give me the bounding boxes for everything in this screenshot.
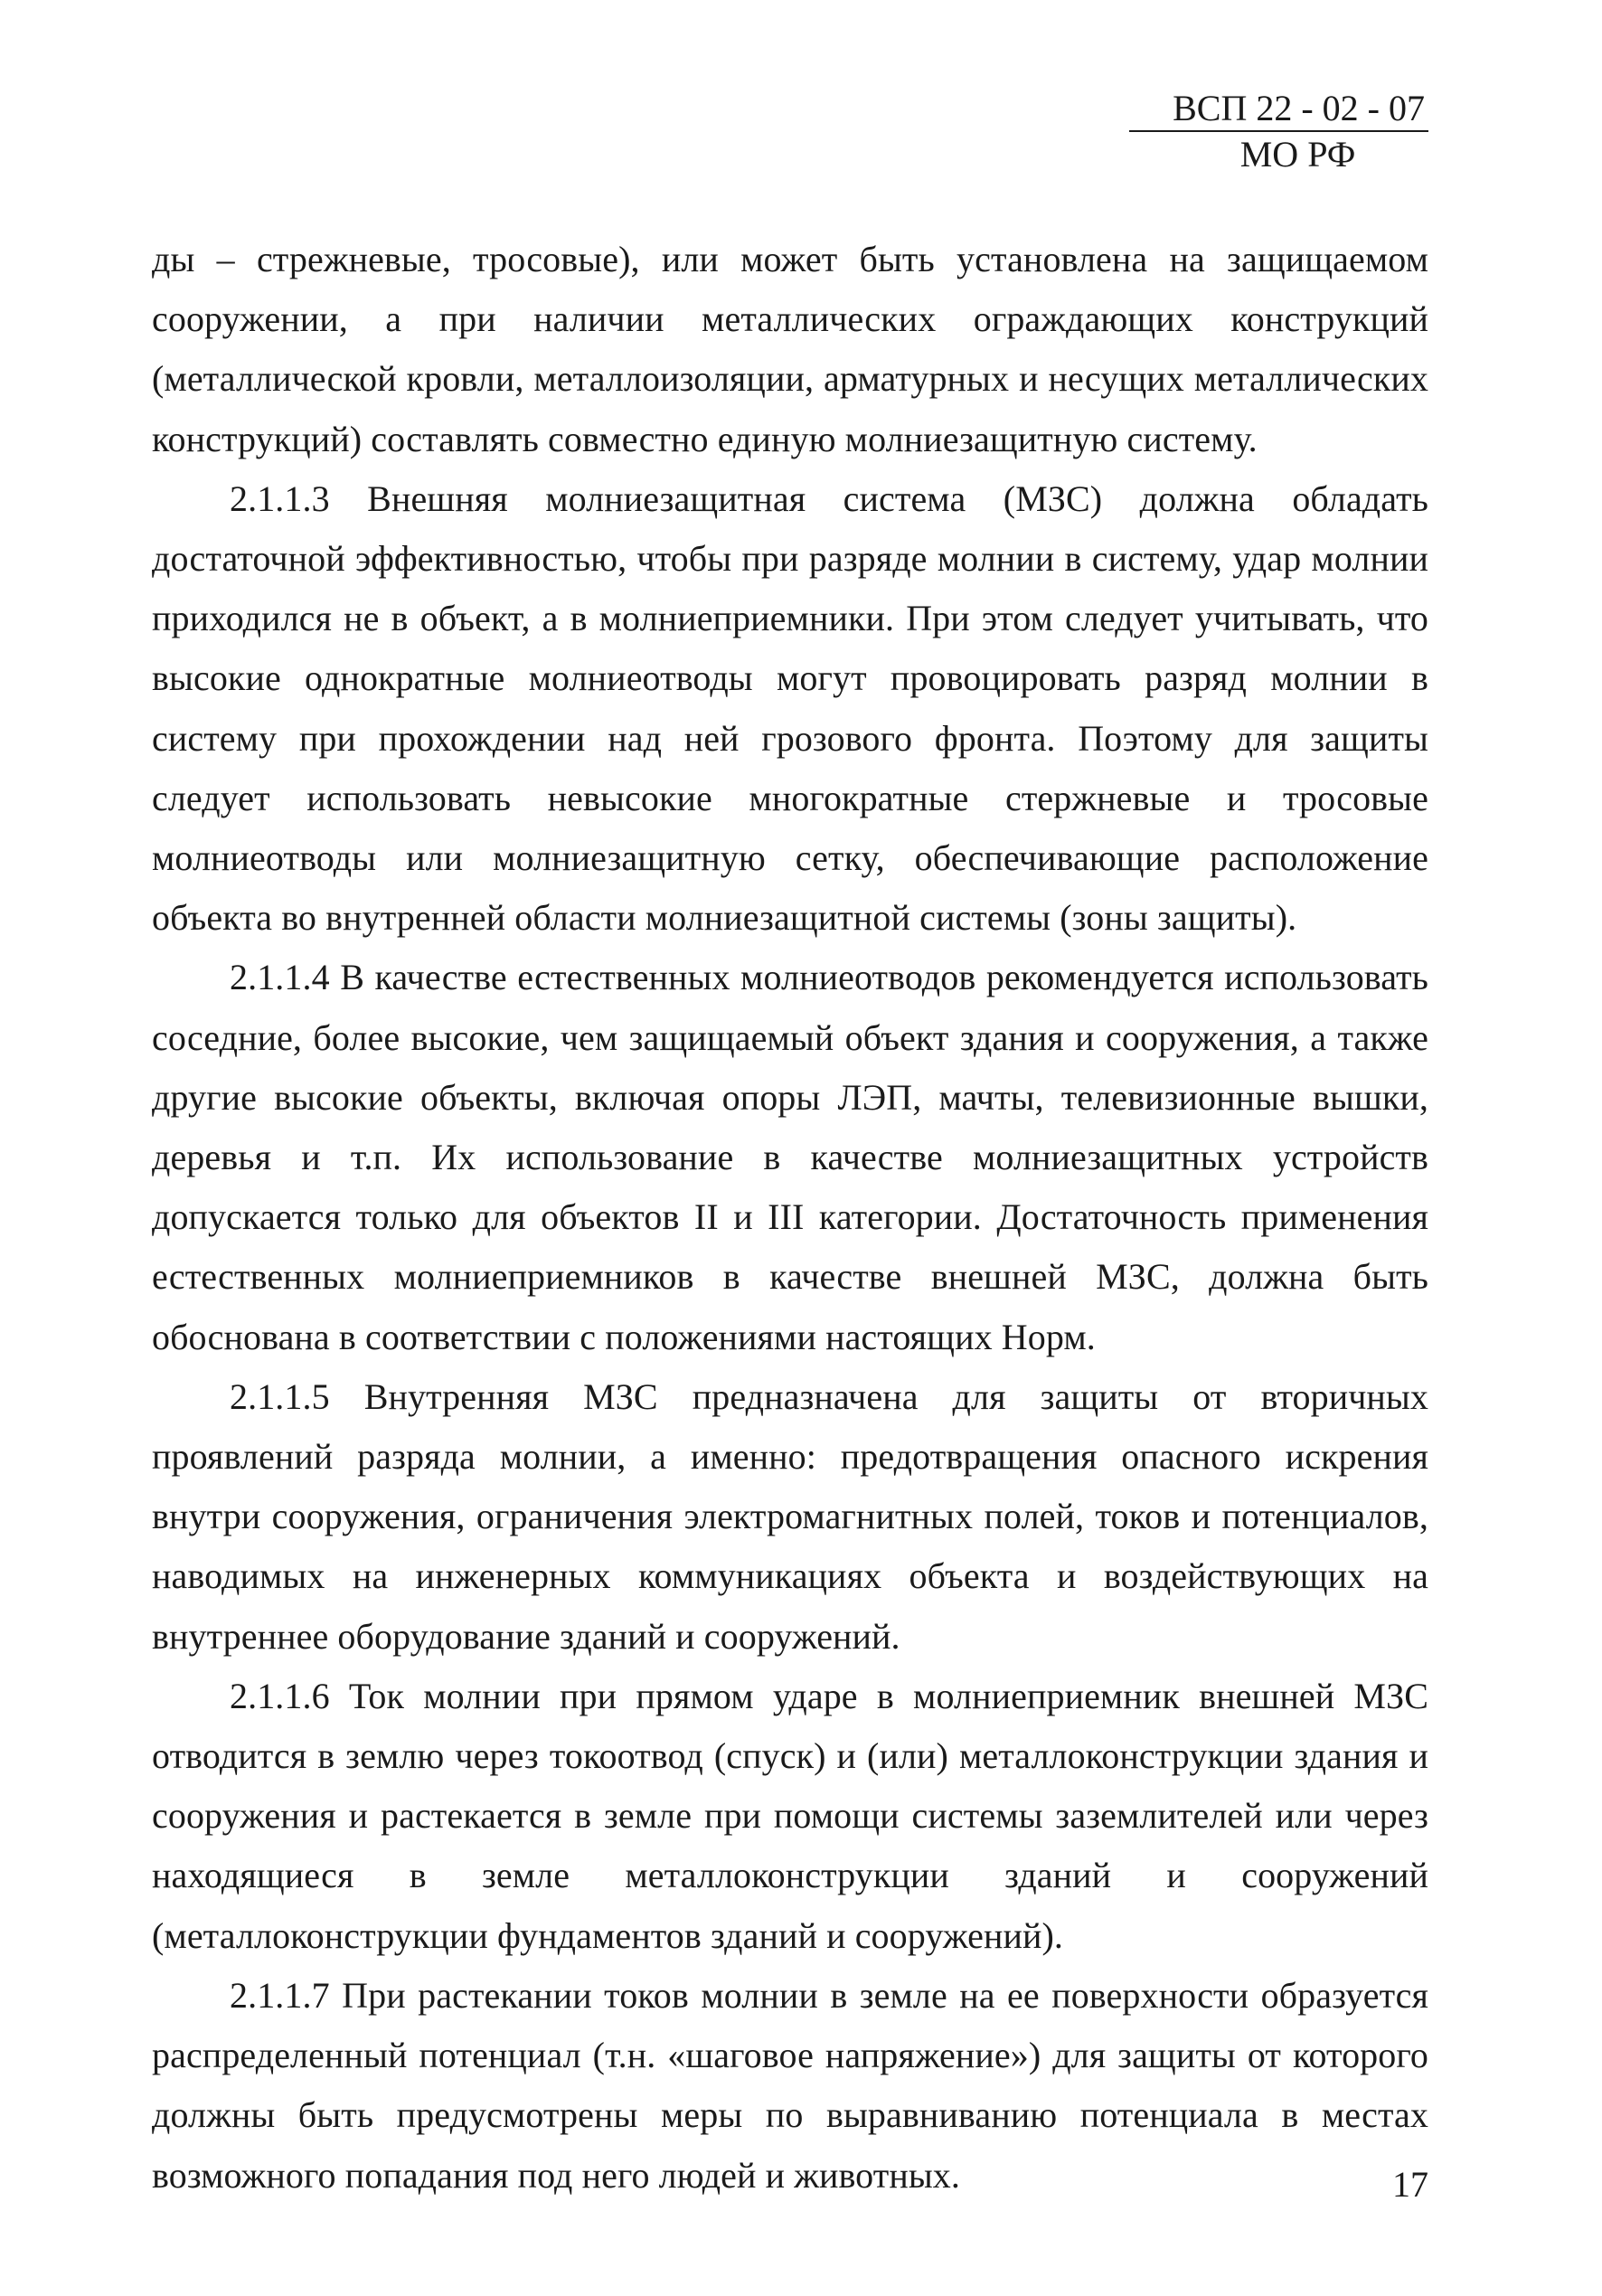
paragraph-2-1-1-7: 2.1.1.7 При растекании токов молнии в земле на ее поверхности образуется распределенный потенциал (т.н. «шаговое напряжение») для защиты от которого должны быть предусмотрены меры по выравниванию потенциала в местах возможного попадания под него людей и животных.: [152, 1974, 1428, 2196]
paragraph-2-1-1-4: 2.1.1.4 В качестве естественных молниеотводов рекомендуется использовать соседние, более высокие, чем защищаемый объект здания и сооружения, а также другие высокие объекты, включая опоры ЛЭП, мачты, телевизионные вышки, деревья и т.п. Их использование в качестве молниезащитных устройств допускается только для объектов II и III категории. Достаточность применения естественных молниеприемников в качестве внешней МЗС, должна быть обоснована в соответствии с положениями настоящих Норм.: [152, 957, 1428, 1357]
page-number: 17: [1392, 2164, 1428, 2205]
page-body: [152, 230, 1428, 2206]
document-code: ВСП 22 - 02 - 07: [1129, 87, 1428, 132]
page-header: [1129, 87, 1428, 177]
paragraph-2-1-1-3: 2.1.1.3 Внешняя молниезащитная система (МЗС) должна обладать достаточной эффективностью, чтобы при разряде молнии в систему, удар молнии приходился не в объект, а в молниеприемники. При этом следует учитывать, что высокие однократные молниеотводы могут провоцировать разряд молнии в систему при прохождении над ней грозового фронта. Поэтому для защиты следует использовать невысокие многократные стержневые и тросовые молниеотводы или молниезащитную сетку, обеспечивающие расположение объекта во внутренней области молниезащитной системы (зоны защиты).: [152, 477, 1428, 939]
paragraph-2-1-1-5: 2.1.1.5 Внутренняя МЗС предназначена для защиты от вторичных проявлений разряда молнии, а именно: предотвращения опасного искрения внутри сооружения, ограничения электромагнитных полей, токов и потенциалов, наводимых на инженерных коммуникациях объекта и воздействующих на внутреннее оборудование зданий и сооружений.: [152, 1375, 1428, 1657]
paragraph-continuation: ды – стрежневые, тросовые), или может быть установлена на защищаемом сооружении, а при наличии металлических ограждающих конструкций (металлической кровли, металлоизоляции, арматурных и несущих металлических конструкций) составлять совместно единую молниезащитную систему.: [152, 239, 1428, 459]
paragraph-2-1-1-6: 2.1.1.6 Ток молнии при прямом ударе в молниеприемник внешней МЗС отводится в землю через токоотвод (спуск) и (или) металлоконструкции здания и сооружения и растекается в земле при помощи системы заземлителей или через находящиеся в земле металлоконструкции зданий и сооружений (металлоконструкции фундаментов зданий и сооружений).: [152, 1675, 1428, 1956]
document-organization: МО РФ: [1239, 134, 1356, 175]
